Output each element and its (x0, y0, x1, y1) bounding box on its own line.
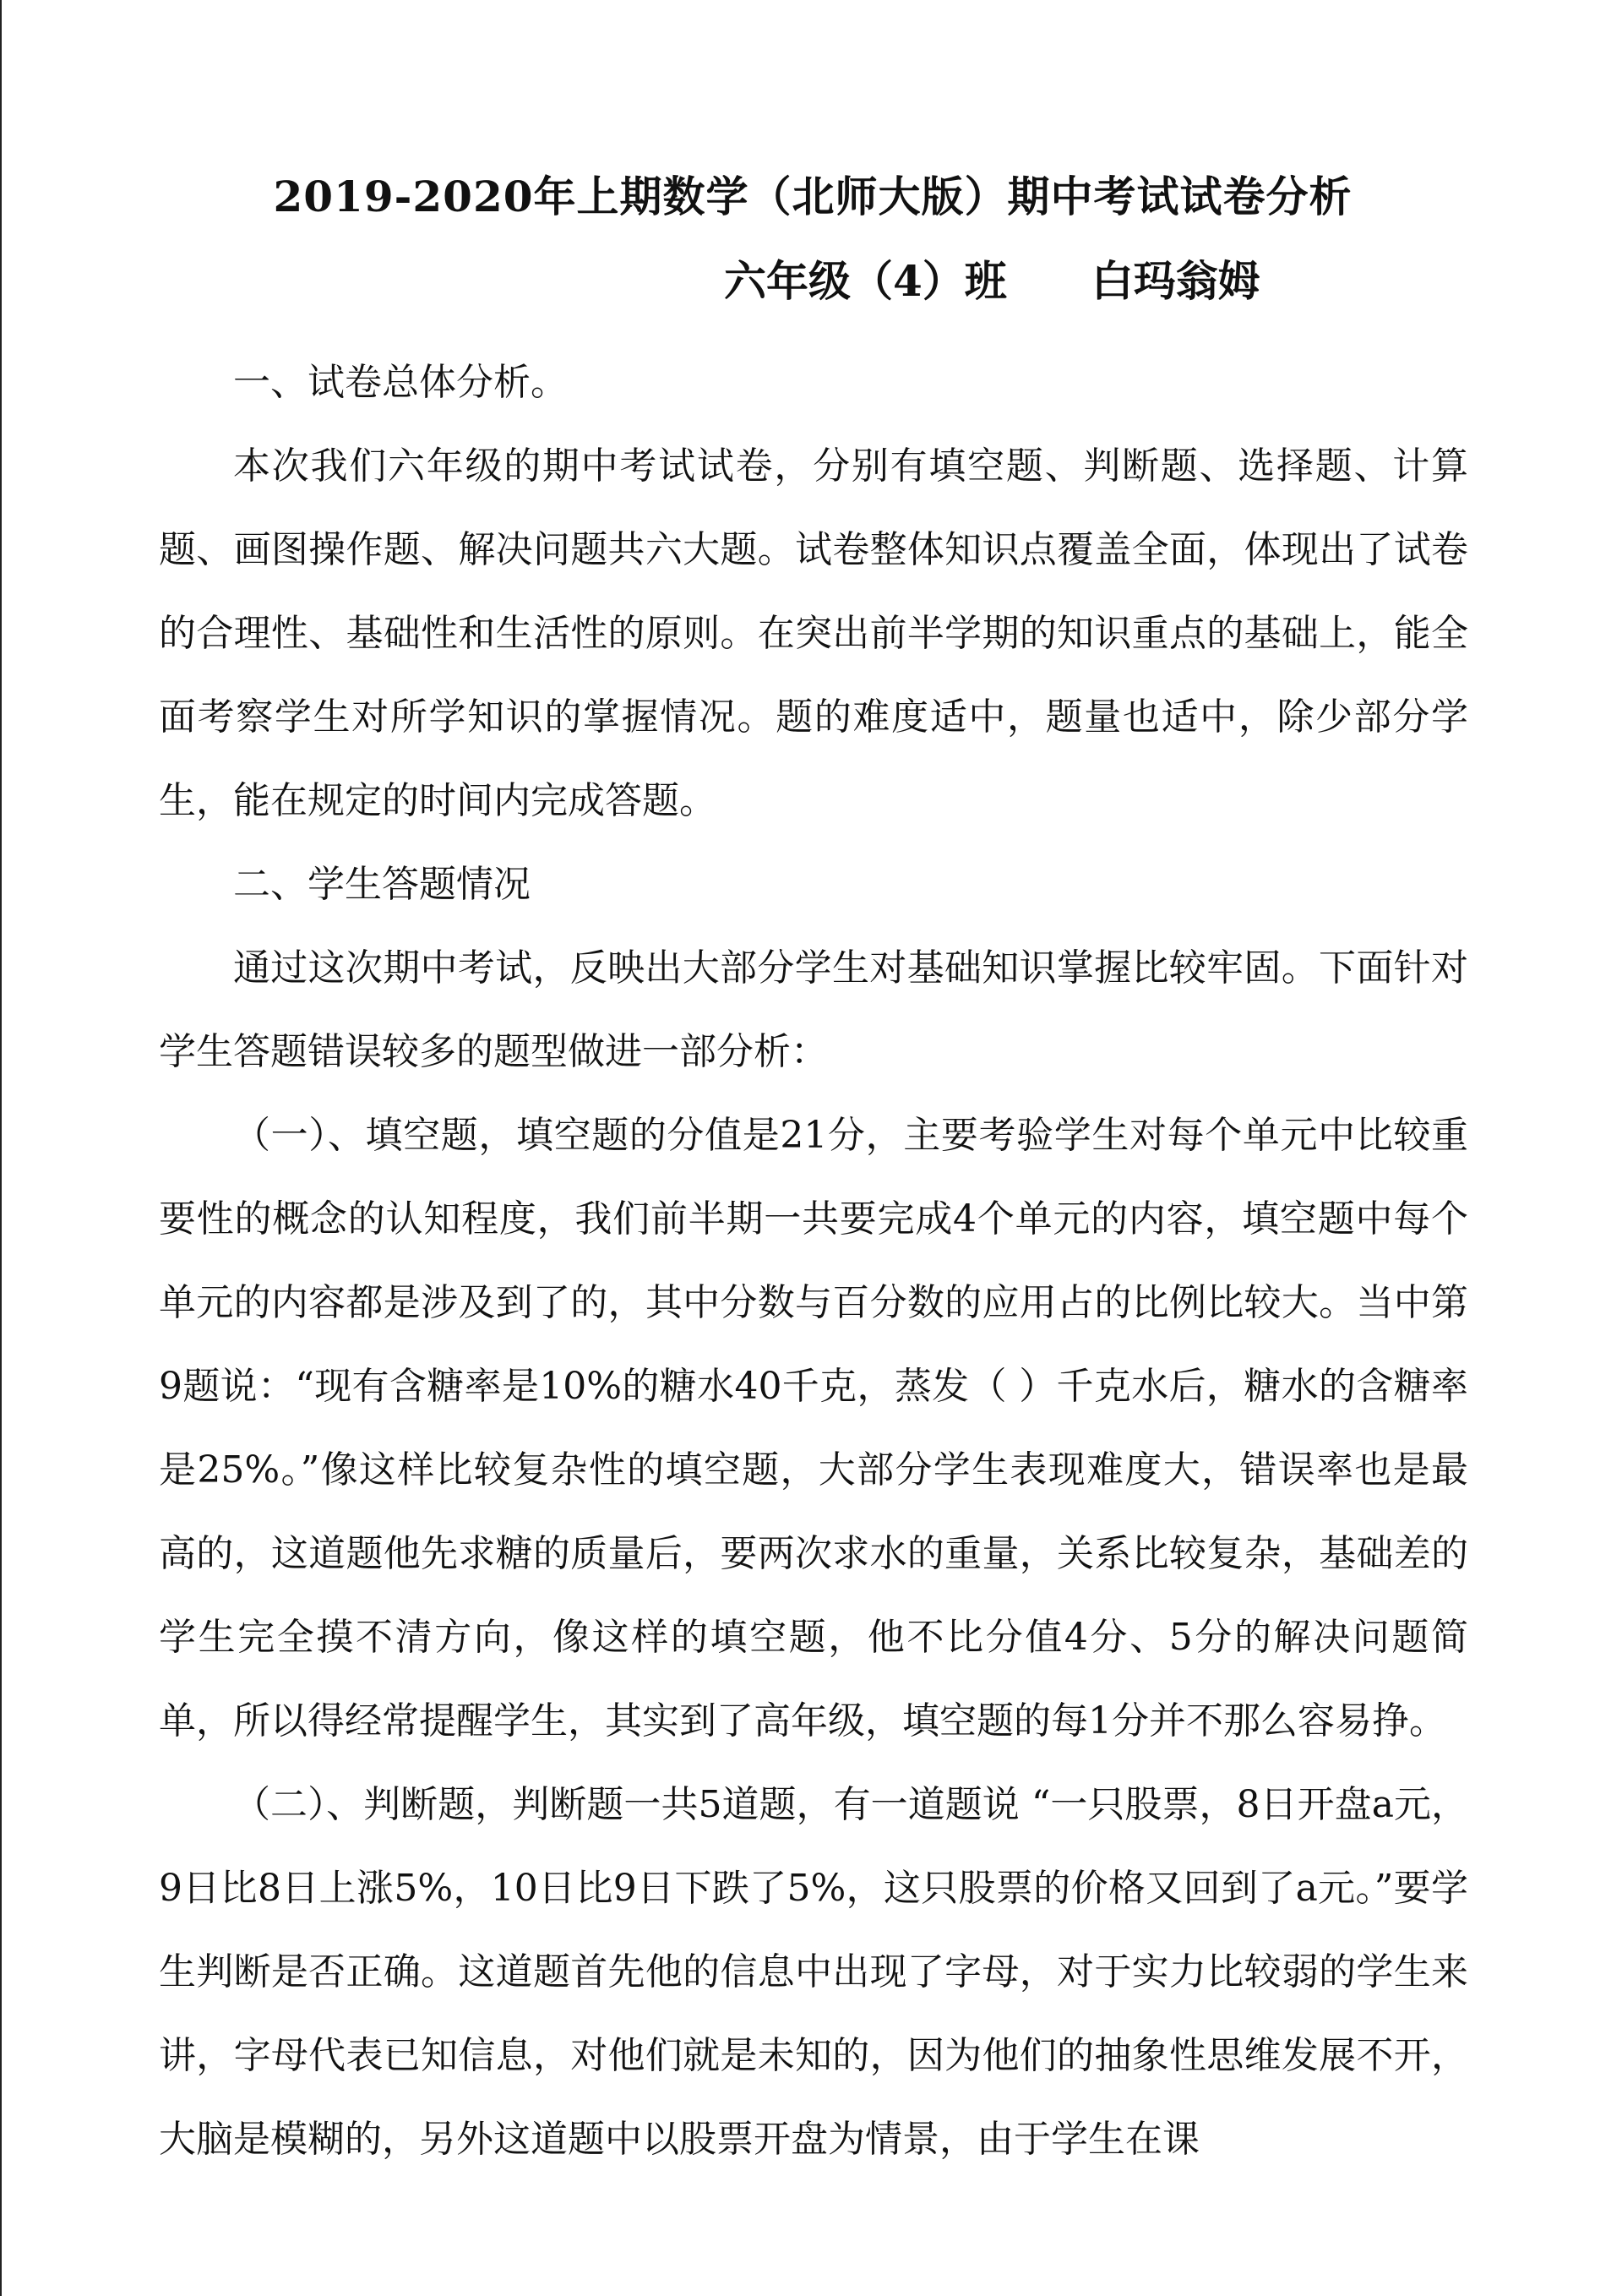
document-body (159, 341, 1468, 2181)
paragraph: 本次我们六年级的期中考试试卷，分别有填空题、判断题、选择题、计算题、画图操作题、解决问题共六大题。试卷整体知识点覆盖全面，体现出了试卷的合理性、基础性和生活性的原则。在突出前半学期的知识重点的基础上，能全面考察学生对所学知识的掌握情况。题的难度适中，题量也适中，除少部分学生，能在规定的时间内完成答题。 (159, 444, 1468, 822)
paragraph: （二）、判断题，判断题一共5道题，有一道题说 “一只股票，8日开盘a元，9日比8日上涨5%，10日比9日下跌了5%，这只股票的价格又回到了a元。”要学生判断是否正确。这道题首先他的信息中出现了字母，对于实力比较弱的学生来讲，字母代表已知信息，对他们就是未知的，因为他们的抽象性思维发展不开，大脑是模糊的，另外这道题中以股票开盘为情景，由于学生在课 (159, 1783, 1468, 2161)
document-byline (724, 252, 1260, 311)
section-heading: 二、学生答题情况 (233, 863, 531, 906)
paragraph: 通过这次期中考试，反映出大部分学生对基础知识掌握比较牢固。下面针对学生答题错误较多的题型做进一部分析： (159, 946, 1468, 1073)
document-title: 2019-2020年上期数学（北师大版）期中考试试卷分析 (273, 172, 1353, 221)
paragraph: （一）、填空题，填空题的分值是21分，主要考验学生对每个单元中比较重要性的概念的认知程度，我们前半期一共要完成4个单元的内容，填空题中每个单元的内容都是涉及到了的，其中分数与百分数的应用占的比例比较大。当中第9题说：“现有含糖率是10%的糖水40千克，蒸发（ ）千克水后，糖水的含糖率是25%。”像这样比较复杂性的填空题，大部分学生表现难度大，错误率也是最高的，这道题他先求糖的质量后，要两次求水的重量，关系比较复杂，基础差的学生完全摸不清方向，像这样的填空题，他不比分值4分、5分的解决问题简单，所以得经常提醒学生，其实到了高年级，填空题的每1分并不那么容易挣。 (159, 1114, 1468, 1742)
section-heading: 一、试卷总体分析。 (233, 361, 568, 404)
class-label: 六年级（4）班 (724, 256, 1007, 306)
author-name: 白玛翁姆 (1091, 256, 1260, 306)
